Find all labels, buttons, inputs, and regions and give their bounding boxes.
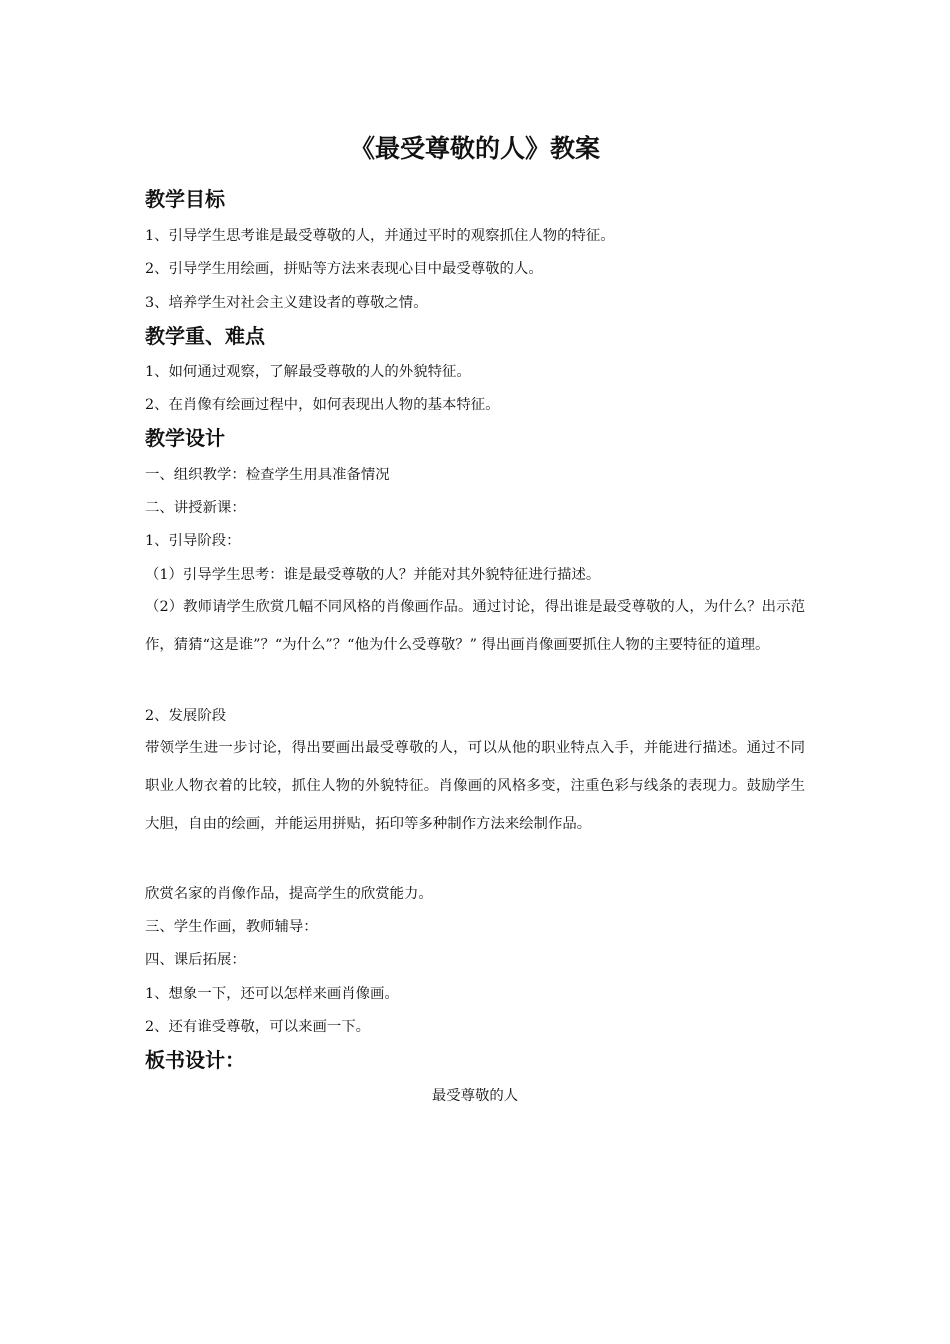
design-line: 欣赏名家的肖像作品，提高学生的欣赏能力。 [145,886,433,902]
design-line: 1、想象一下，还可以怎样来画肖像画。 [145,986,399,1002]
heading-board-design: 板书设计： [145,1048,245,1072]
design-line: 1、引导阶段： [145,533,241,549]
design-paragraph-guidance: （2）教师请学生欣赏几幅不同风格的肖像画作品。通过讨论，得出谁是最受尊敬的人，为什么？出示范作，猜猜“这是谁”？“为什么”？“他为什么受尊敬？” 得出画肖像画要抓住人物的主要特征的道理。 [145,599,805,653]
key-point-item: 2、在肖像有绘画过程中，如何表现出人物的基本特征。 [145,397,500,413]
heading-key-points: 教学重、难点 [145,324,265,348]
goal-item: 1、引导学生思考谁是最受尊敬的人，并通过平时的观察抓住人物的特征。 [145,228,615,244]
board-content: 最受尊敬的人 [431,1088,519,1104]
design-line: 四、课后拓展： [145,952,246,968]
design-line: 二、讲授新课： [145,500,246,516]
goal-item: 3、培养学生对社会主义建设者的尊敬之情。 [145,295,428,311]
key-point-item: 1、如何通过观察，了解最受尊敬的人的外貌特征。 [145,364,471,380]
design-line: 2、还有谁受尊敬，可以来画一下。 [145,1019,371,1035]
design-line: （1）引导学生思考：谁是最受尊敬的人？并能对其外貌特征进行描述。 [145,567,601,583]
heading-teaching-goals: 教学目标 [145,187,225,211]
goal-item: 2、引导学生用绘画，拼贴等方法来表现心目中最受尊敬的人。 [145,261,543,277]
heading-teaching-design: 教学设计 [145,426,225,450]
design-line: 三、学生作画，教师辅导： [145,919,318,935]
design-line: 一、组织教学：检查学生用具准备情况 [145,467,390,483]
design-line-stage2: 2、发展阶段 [145,708,227,724]
document-title: 《最受尊敬的人》教案 [349,134,600,163]
design-paragraph-development: 带领学生进一步讨论，得出要画出最受尊敬的人，可以从他的职业特点入手，并能进行描述。通过不同职业人物衣着的比较，抓住人物的外貌特征。肖像画的风格多变，注重色彩与线条的表现力。鼓励学生大胆，自由的绘画，并能运用拼贴，拓印等多种制作方法来绘制作品。 [145,740,805,832]
